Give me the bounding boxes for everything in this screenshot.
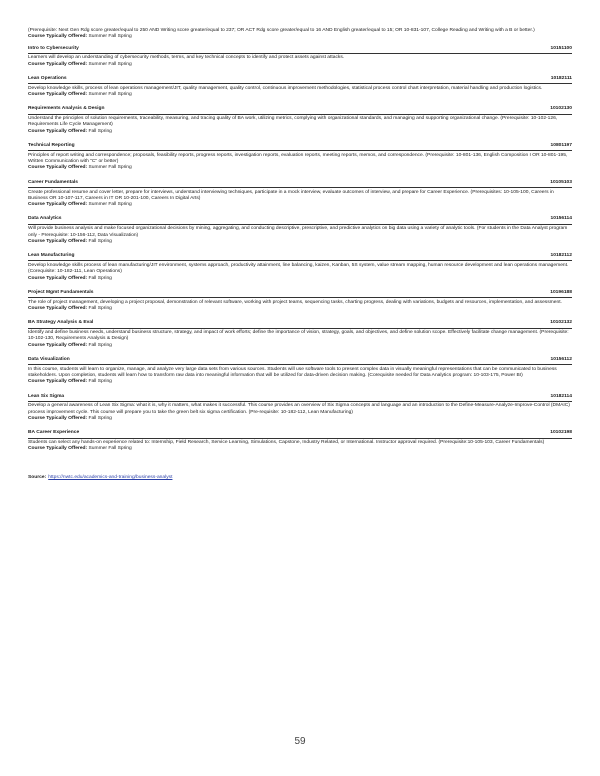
offered-label: Course Typically Offered: [28, 92, 88, 98]
source-link[interactable]: https://nwtc.edu/academics-and-training/business-analyst [48, 474, 173, 480]
course-entry [28, 180, 572, 209]
course-description: Identify and define business needs, understand business structure, strategy, and impact of work efforts; define the importance of vision, strategy, goals, and objectives, and define solution scope. Effectively facilitate change management. (Prerequisite: 10-102-130, Requirements Analysis & Design) [28, 330, 569, 342]
offered-line [28, 129, 572, 135]
offered-label: Course Typically Offered: [28, 128, 88, 134]
page-number: 59 [294, 736, 306, 747]
source-label: Source: [28, 474, 47, 480]
course-entry [28, 143, 572, 172]
course-entry [28, 46, 572, 68]
course-code: 10182111 [550, 75, 572, 81]
offered-line [28, 62, 572, 68]
course-header [28, 46, 572, 54]
course-title: Lean Manufacturing [28, 253, 75, 259]
course-entry [28, 290, 572, 312]
prerequisite-continuation [28, 28, 572, 41]
offered-label: Course Typically Offered: [28, 446, 88, 452]
course-header [28, 76, 572, 84]
offered-value: Summer Fall Spring [88, 165, 132, 171]
course-code: 10151100 [550, 45, 572, 51]
course-description: Learners will develop an understanding of cybersecurity methods, terms, and key technical concepts to identify and protect assets against attacks. [28, 55, 345, 61]
course-entry [28, 394, 572, 423]
course-code: 10182114 [550, 393, 572, 399]
offered-label: Course Typically Offered: [28, 34, 88, 40]
course-header [28, 216, 572, 224]
course-description: Principles of report writing and correspondence; proposals, feasibility reports, progress reports, investigation reports, evaluation reports, meeting reports, memos, and correspondence. (Prerequisite: 10-801-136, English Composition I OR 10-801-195, Written Communication with "C" or better) [28, 152, 568, 165]
course-list [28, 46, 572, 453]
course-code: 10102132 [550, 320, 572, 326]
course-title: Requirements Analysis & Design [28, 106, 105, 112]
course-code: 10105103 [550, 179, 572, 185]
offered-line [28, 34, 572, 40]
course-code: 10102130 [550, 106, 572, 112]
offered-value: Fall Spring [88, 305, 112, 311]
source-line [28, 475, 572, 481]
offered-label: Course Typically Offered: [28, 275, 88, 281]
course-list-page [28, 28, 572, 481]
offered-label: Course Typically Offered: [28, 305, 88, 311]
course-header [28, 357, 572, 365]
course-title: Lean Operations [28, 75, 67, 81]
course-entry [28, 253, 572, 282]
course-description: Develop a general awareness of Lean Six Sigma: what it is, why it matters, what makes it successful. This course provides an overview of Six Sigma concepts and language and an introduction to the Define-Measure-Analyze-Improve-Control (DMAIC) process improvement cycle. This course will prepare you to take the green belt six sigma certification. (Pre-requisite: 10-182-112, Lean Manufacturing) [28, 403, 570, 415]
offered-line [28, 239, 572, 245]
course-entry [28, 320, 572, 349]
course-description: Create professional resume and cover letter, prepare for interviews, understand interviewing techniques, participate in a mock interview, evaluate outcomes of interview, and prepare for Career Experience. (Prerequisites: 10-105-100, Careers in Business OR 10-107-117, Careers in IT OR 10-201-100, Careers In Digital Arts) [28, 189, 554, 201]
course-header [28, 180, 572, 188]
offered-line [28, 379, 572, 385]
offered-label: Course Typically Offered: [28, 379, 88, 385]
course-description: Students can select any hands-on experience related to: Internship, Field Research, Service Learning, Simulations, Capstone, Industry Related, or International. Instructor approval required. (Prerequisite:10-105-103, Career Fundamentals) [28, 440, 545, 446]
course-description: Will provide business analysis and make focused organizational decisions by mining, aggregating, and conducting descriptive, prescriptive, and predictive analytics on big data using a variety of analytic tools. (For students in the Data Analyst program only - Prerequisite: 10-156-112, Data Visualization) [28, 226, 568, 238]
course-code: 10182112 [550, 253, 572, 259]
course-title: BA Career Experience [28, 430, 80, 436]
course-description: Understand the principles of solution requirements, traceability, measuring, and tracing quality of BA work, utilizing metrics, complying with organizational standards, and managing and supporting organizational change. (Prerequisite: 10-102-126, Requirements Life Cycle Management) [28, 116, 558, 128]
course-entry [28, 430, 572, 452]
course-header [28, 106, 572, 114]
offered-line [28, 416, 572, 422]
course-header [28, 430, 572, 438]
course-header [28, 320, 572, 328]
course-title: Technical Reporting [28, 143, 75, 149]
course-description: Develop knowledge skills, process of lean operations management/JIT, quality management, quality control, continuous improvement methodologies, statistical process control chart interpretation, material handling and production logistics. [28, 85, 543, 91]
course-code: 10196188 [550, 289, 572, 295]
prerequisite-text: (Prerequisite: Next Gen Rdg score greater/equal to 250 AND Writing score greater/equal to 237; OR ACT Rdg score greater/equal to 16 AND English greater/equal to 15; OR 10-831-107, College Reading and Writing with a B or better.) [28, 28, 535, 33]
course-title: BA Strategy Analysis & Eval [28, 320, 94, 326]
offered-value: Summer Fall Spring [88, 446, 132, 452]
offered-line [28, 92, 572, 98]
course-entry [28, 216, 572, 245]
offered-line [28, 165, 572, 171]
offered-label: Course Typically Offered: [28, 202, 88, 208]
offered-value: Fall Spring [88, 379, 112, 385]
offered-value: Fall Spring [88, 238, 112, 244]
course-entry [28, 357, 572, 386]
course-title: Data Analytics [28, 216, 62, 222]
course-code: 10156112 [550, 356, 572, 362]
course-code: 10102198 [550, 430, 572, 436]
offered-value: Fall Spring [88, 342, 112, 348]
course-description: Develop knowledge skills process of lean manufacturing/JIT environment, systems approach, productivity attainment, line balancing, kaizen, Kanban, 5S system, value stream mapping, human resource development and lean operations management. (Corequisite: 10-182-111, Lean Operations) [28, 262, 569, 275]
offered-label: Course Typically Offered: [28, 61, 88, 67]
offered-label: Course Typically Offered: [28, 415, 88, 421]
course-header [28, 394, 572, 402]
offered-line [28, 306, 572, 312]
offered-label: Course Typically Offered: [28, 238, 88, 244]
course-title: Intro to Cybersecurity [28, 45, 79, 51]
offered-value: Summer Fall Spring [88, 92, 132, 98]
offered-value: Fall Spring [88, 128, 112, 134]
course-header [28, 290, 572, 298]
course-header [28, 253, 572, 261]
offered-value: Fall Spring [88, 415, 112, 421]
offered-line [28, 446, 572, 452]
course-entry [28, 106, 572, 135]
course-entry [28, 76, 572, 98]
course-header [28, 143, 572, 151]
course-code: 10801197 [550, 143, 572, 149]
course-title: Project Mgmt Fundamentals [28, 289, 94, 295]
offered-line [28, 276, 572, 282]
course-description: The role of project management, developing a project proposal, demonstration of relevant software, working with project teams, sequencing tasks, charting progress, dealing with variations, budgets and resources, implementation, and assessment. [28, 299, 562, 305]
offered-value: Summer Fall Spring [88, 34, 132, 40]
offered-label: Course Typically Offered: [28, 342, 88, 348]
offered-line [28, 202, 572, 208]
course-title: Data Visualization [28, 356, 70, 362]
offered-line [28, 343, 572, 349]
offered-value: Fall Spring [88, 275, 112, 281]
course-code: 10156114 [550, 216, 572, 222]
course-title: Career Fundamentals [28, 179, 79, 185]
course-description: In this course, students will learn to organize, manage, and analyze very large data sets from various sources. Students will use software tools to present complex data in visually meaningful representations that can be communicated to business stakeholders. Upon completion, students will learn how to transform raw data into meaningful information that will be utilized for data-driven decision making. (Corequisite needed for Data Analytics program: 10-103-175, Power BI) [28, 366, 557, 378]
course-title: Lean Six Sigma [28, 393, 65, 399]
offered-value: Summer Fall Spring [88, 202, 132, 208]
offered-value: Summer Fall Spring [88, 61, 132, 67]
offered-label: Course Typically Offered: [28, 165, 88, 171]
